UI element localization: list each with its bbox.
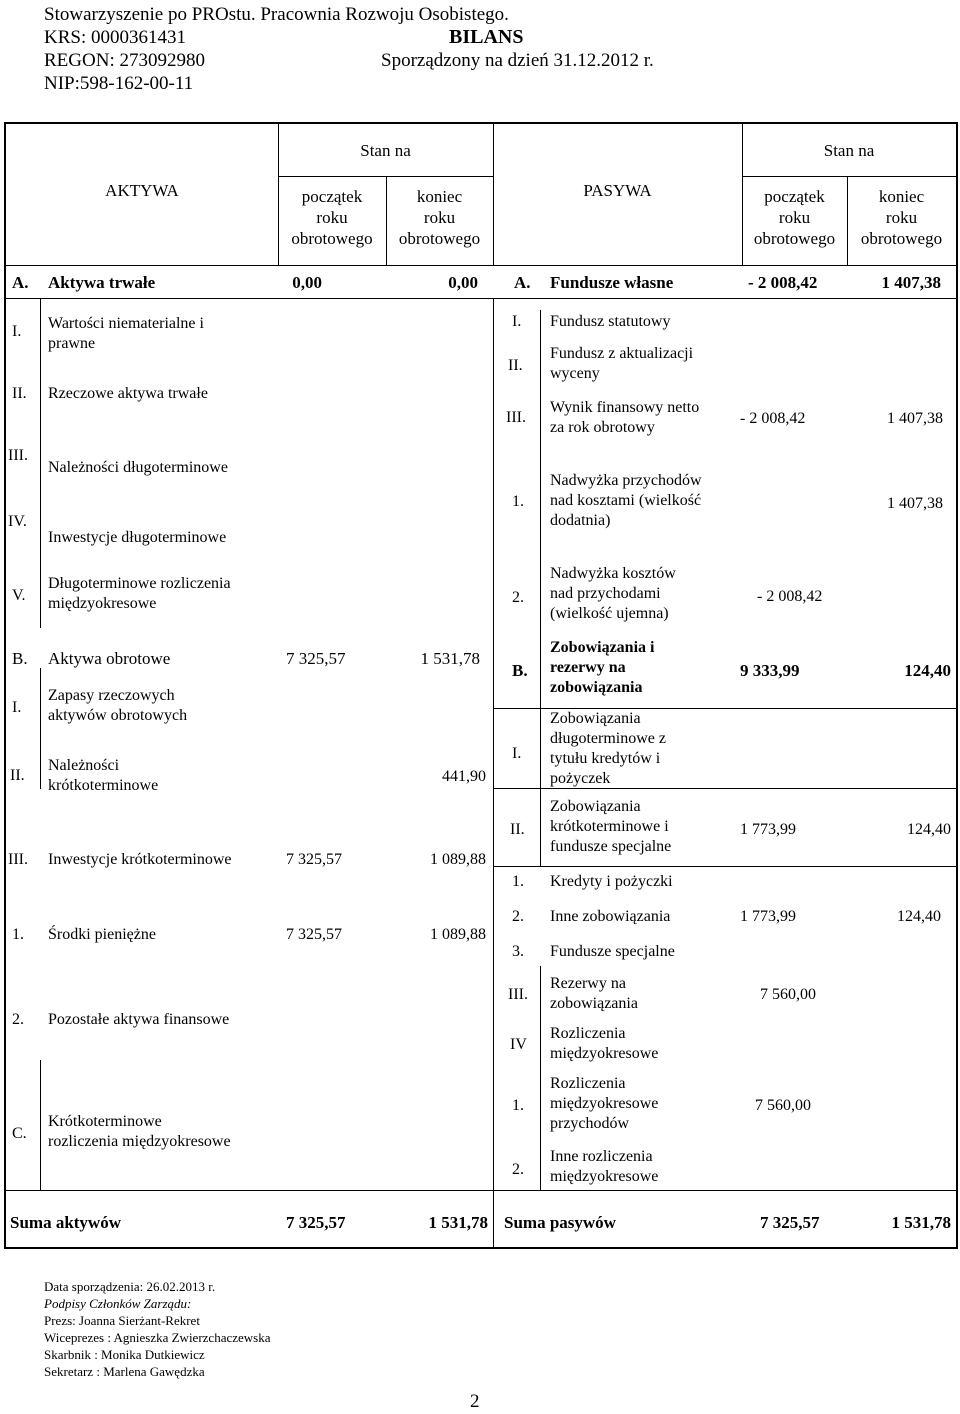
pasywa-iii-start: - 2 008,42 xyxy=(740,410,806,427)
pasywa-header: PASYWA xyxy=(583,181,652,200)
pasywa-1-end: 1 407,38 xyxy=(887,495,943,512)
footer-wiceprezes: Wiceprezes : Agnieszka Zwierzchaczewska xyxy=(44,1330,271,1345)
aktywa-bii-code: II. xyxy=(10,767,25,784)
pasywa-bi-code: I. xyxy=(512,745,522,762)
pasywa-b2-end: 124,40 xyxy=(897,908,941,925)
aktywa-b2-label: Pozostałe aktywa finansowe xyxy=(48,1011,230,1028)
aktywa-a-code: A. xyxy=(12,273,29,292)
pasywa-b3-label: Fundusze specjalne xyxy=(550,943,675,960)
pasywa-a-start: - 2 008,42 xyxy=(748,273,818,292)
aktywa-i-label: Wartości niematerialne i prawne xyxy=(48,315,204,352)
suma-pasywow-label: Suma pasywów xyxy=(504,1213,616,1232)
pasywa-b2-start: 1 773,99 xyxy=(740,908,796,925)
pasywa-iii-code: III. xyxy=(506,409,526,426)
pasywa-biv-code: IV xyxy=(510,1036,527,1053)
pasywa-biv2-label: Inne rozliczenia międzyokresowe xyxy=(550,1148,659,1185)
pasywa-start-col-header: początek roku obrotowego xyxy=(753,187,836,248)
pasywa-b3-code: 3. xyxy=(512,943,524,960)
pasywa-b1-code: 1. xyxy=(512,873,524,890)
aktywa-a-end: 0,00 xyxy=(448,273,478,292)
pasywa-2-start: - 2 008,42 xyxy=(757,588,823,605)
pasywa-end-col-header: koniec roku obrotowego xyxy=(860,187,943,248)
pasywa-bii-code: II. xyxy=(510,821,525,838)
footer-skarbnik: Skarbnik : Monika Dutkiewicz xyxy=(44,1347,205,1362)
aktywa-start-col-header: początek roku obrotowego xyxy=(291,187,373,248)
nip-number: NIP:598-162-00-11 xyxy=(44,73,194,94)
pasywa-i-label: Fundusz statutowy xyxy=(550,313,671,330)
pasywa-ii-label: Fundusz z aktualizacji wyceny xyxy=(550,345,694,382)
aktywa-b-code: B. xyxy=(12,649,28,668)
aktywa-i-code: I. xyxy=(12,323,22,340)
aktywa-bi-code: I. xyxy=(12,699,22,716)
suma-aktywow-end: 1 531,78 xyxy=(428,1213,488,1232)
aktywa-b-start: 7 325,57 xyxy=(286,649,346,668)
aktywa-biii-end: 1 089,88 xyxy=(430,851,486,868)
regon-number: REGON: 273092980 xyxy=(44,50,205,71)
pasywa-ii-code: II. xyxy=(508,357,523,374)
aktywa-a-start: 0,00 xyxy=(292,273,322,292)
suma-aktywow-label: Suma aktywów xyxy=(10,1213,121,1232)
aktywa-b1-code: 1. xyxy=(12,926,24,943)
aktywa-end-col-header: koniec roku obrotowego xyxy=(398,187,481,248)
aktywa-bi-label: Zapasy rzeczowych aktywów obrotowych xyxy=(48,687,188,724)
aktywa-v-code: V. xyxy=(12,587,26,604)
aktywa-biii-label: Inwestycje krótkoterminowe xyxy=(48,851,232,868)
date-line: Sporządzony na dzień 31.12.2012 r. xyxy=(381,50,654,71)
pasywa-b2-code: 2. xyxy=(512,908,524,925)
pasywa-bii-end: 124,40 xyxy=(907,821,951,838)
document-title: BILANS xyxy=(449,26,524,48)
suma-pasywow-end: 1 531,78 xyxy=(891,1213,951,1232)
aktywa-header: AKTYWA xyxy=(105,181,179,200)
pasywa-bi-label: Zobowiązania długoterminowe z tytułu kredytów i pożyczek xyxy=(550,710,666,787)
aktywa-iii-label: Należności długoterminowe xyxy=(48,459,228,476)
aktywa-b2-code: 2. xyxy=(12,1011,24,1028)
pasywa-biv1-start: 7 560,00 xyxy=(755,1097,811,1114)
pasywa-1-code: 1. xyxy=(512,493,524,510)
pasywa-biv1-label: Rozliczenia międzyokresowe przychodów xyxy=(550,1075,659,1132)
pasywa-2-label: Nadwyżka kosztów nad przychodami (wielkość ujemna) xyxy=(550,565,676,622)
aktywa-b1-end: 1 089,88 xyxy=(430,926,486,943)
krs-number: KRS: 0000361431 xyxy=(44,27,186,48)
pasywa-iii-end: 1 407,38 xyxy=(887,410,943,427)
pasywa-a-end: 1 407,38 xyxy=(881,273,941,292)
stan-na-aktywa-header: Stan na xyxy=(360,141,411,160)
suma-aktywow-start: 7 325,57 xyxy=(286,1213,346,1232)
aktywa-biii-start: 7 325,57 xyxy=(286,851,342,868)
pasywa-bii-start: 1 773,99 xyxy=(740,821,796,838)
aktywa-c-code: C. xyxy=(12,1125,27,1142)
aktywa-a-label: Aktywa trwałe xyxy=(48,273,156,292)
footer-date: Data sporządzenia: 26.02.2013 r. xyxy=(44,1279,216,1294)
aktywa-ii-code: II. xyxy=(12,385,27,402)
organization-name: Stowarzyszenie po PROstu. Pracownia Rozwoju Osobistego. xyxy=(44,4,509,25)
pasywa-biv-label: Rozliczenia międzyokresowe xyxy=(550,1025,659,1062)
aktywa-ii-label: Rzeczowe aktywa trwałe xyxy=(48,385,208,402)
aktywa-bii-label: Należności krótkoterminowe xyxy=(48,757,159,794)
pasywa-a-label: Fundusze własne xyxy=(550,273,674,292)
aktywa-biii-code: III. xyxy=(8,851,28,868)
aktywa-bii-end: 441,90 xyxy=(442,768,486,785)
aktywa-c-label: Krótkoterminowe rozliczenia międzyokresowe xyxy=(48,1113,231,1150)
footer-prezes: Prezs: Joanna Sierżant-Rekret xyxy=(44,1313,200,1328)
footer-signatures-title: Podpisy Członków Zarządu: xyxy=(44,1296,192,1311)
pasywa-2-code: 2. xyxy=(512,589,524,606)
pasywa-1-label: Nadwyżka przychodów nad kosztami (wielkość dodatnia) xyxy=(550,472,702,529)
pasywa-b-label: Zobowiązania i rezerwy na zobowiązania xyxy=(550,639,655,696)
aktywa-v-label: Długoterminowe rozliczenia międzyokresowe xyxy=(48,575,231,612)
aktywa-b-label: Aktywa obrotowe xyxy=(48,649,171,668)
pasywa-iii-label: Wynik finansowy netto za rok obrotowy xyxy=(550,399,700,436)
pasywa-bii-label: Zobowiązania krótkoterminowe i fundusze specjalne xyxy=(550,798,672,855)
aktywa-b-end: 1 531,78 xyxy=(420,649,480,668)
pasywa-b-end: 124,40 xyxy=(904,661,951,680)
aktywa-b1-label: Środki pieniężne xyxy=(48,926,156,943)
pasywa-biv2-code: 2. xyxy=(512,1161,524,1178)
pasywa-b1-label: Kredyty i pożyczki xyxy=(550,873,673,890)
suma-pasywow-start: 7 325,57 xyxy=(760,1213,820,1232)
stan-na-pasywa-header: Stan na xyxy=(823,141,875,160)
pasywa-biv1-code: 1. xyxy=(512,1097,524,1114)
pasywa-i-code: I. xyxy=(512,313,522,330)
pasywa-b-start: 9 333,99 xyxy=(740,661,800,680)
aktywa-b1-start: 7 325,57 xyxy=(286,926,342,943)
pasywa-biii-code: III. xyxy=(508,986,528,1003)
pasywa-b-code: B. xyxy=(512,661,528,680)
pasywa-b2-label: Inne zobowiązania xyxy=(550,908,671,925)
aktywa-iv-label: Inwestycje długoterminowe xyxy=(48,529,227,546)
aktywa-iii-code: III. xyxy=(8,447,28,464)
footer-sekretarz: Sekretarz : Marlena Gawędzka xyxy=(44,1364,205,1379)
pasywa-a-code: A. xyxy=(514,273,531,292)
page-number: 2 xyxy=(470,1391,480,1412)
pasywa-biii-start: 7 560,00 xyxy=(760,986,816,1003)
pasywa-biii-label: Rezerwy na zobowiązania xyxy=(550,975,638,1012)
aktywa-iv-code: IV. xyxy=(8,513,27,530)
